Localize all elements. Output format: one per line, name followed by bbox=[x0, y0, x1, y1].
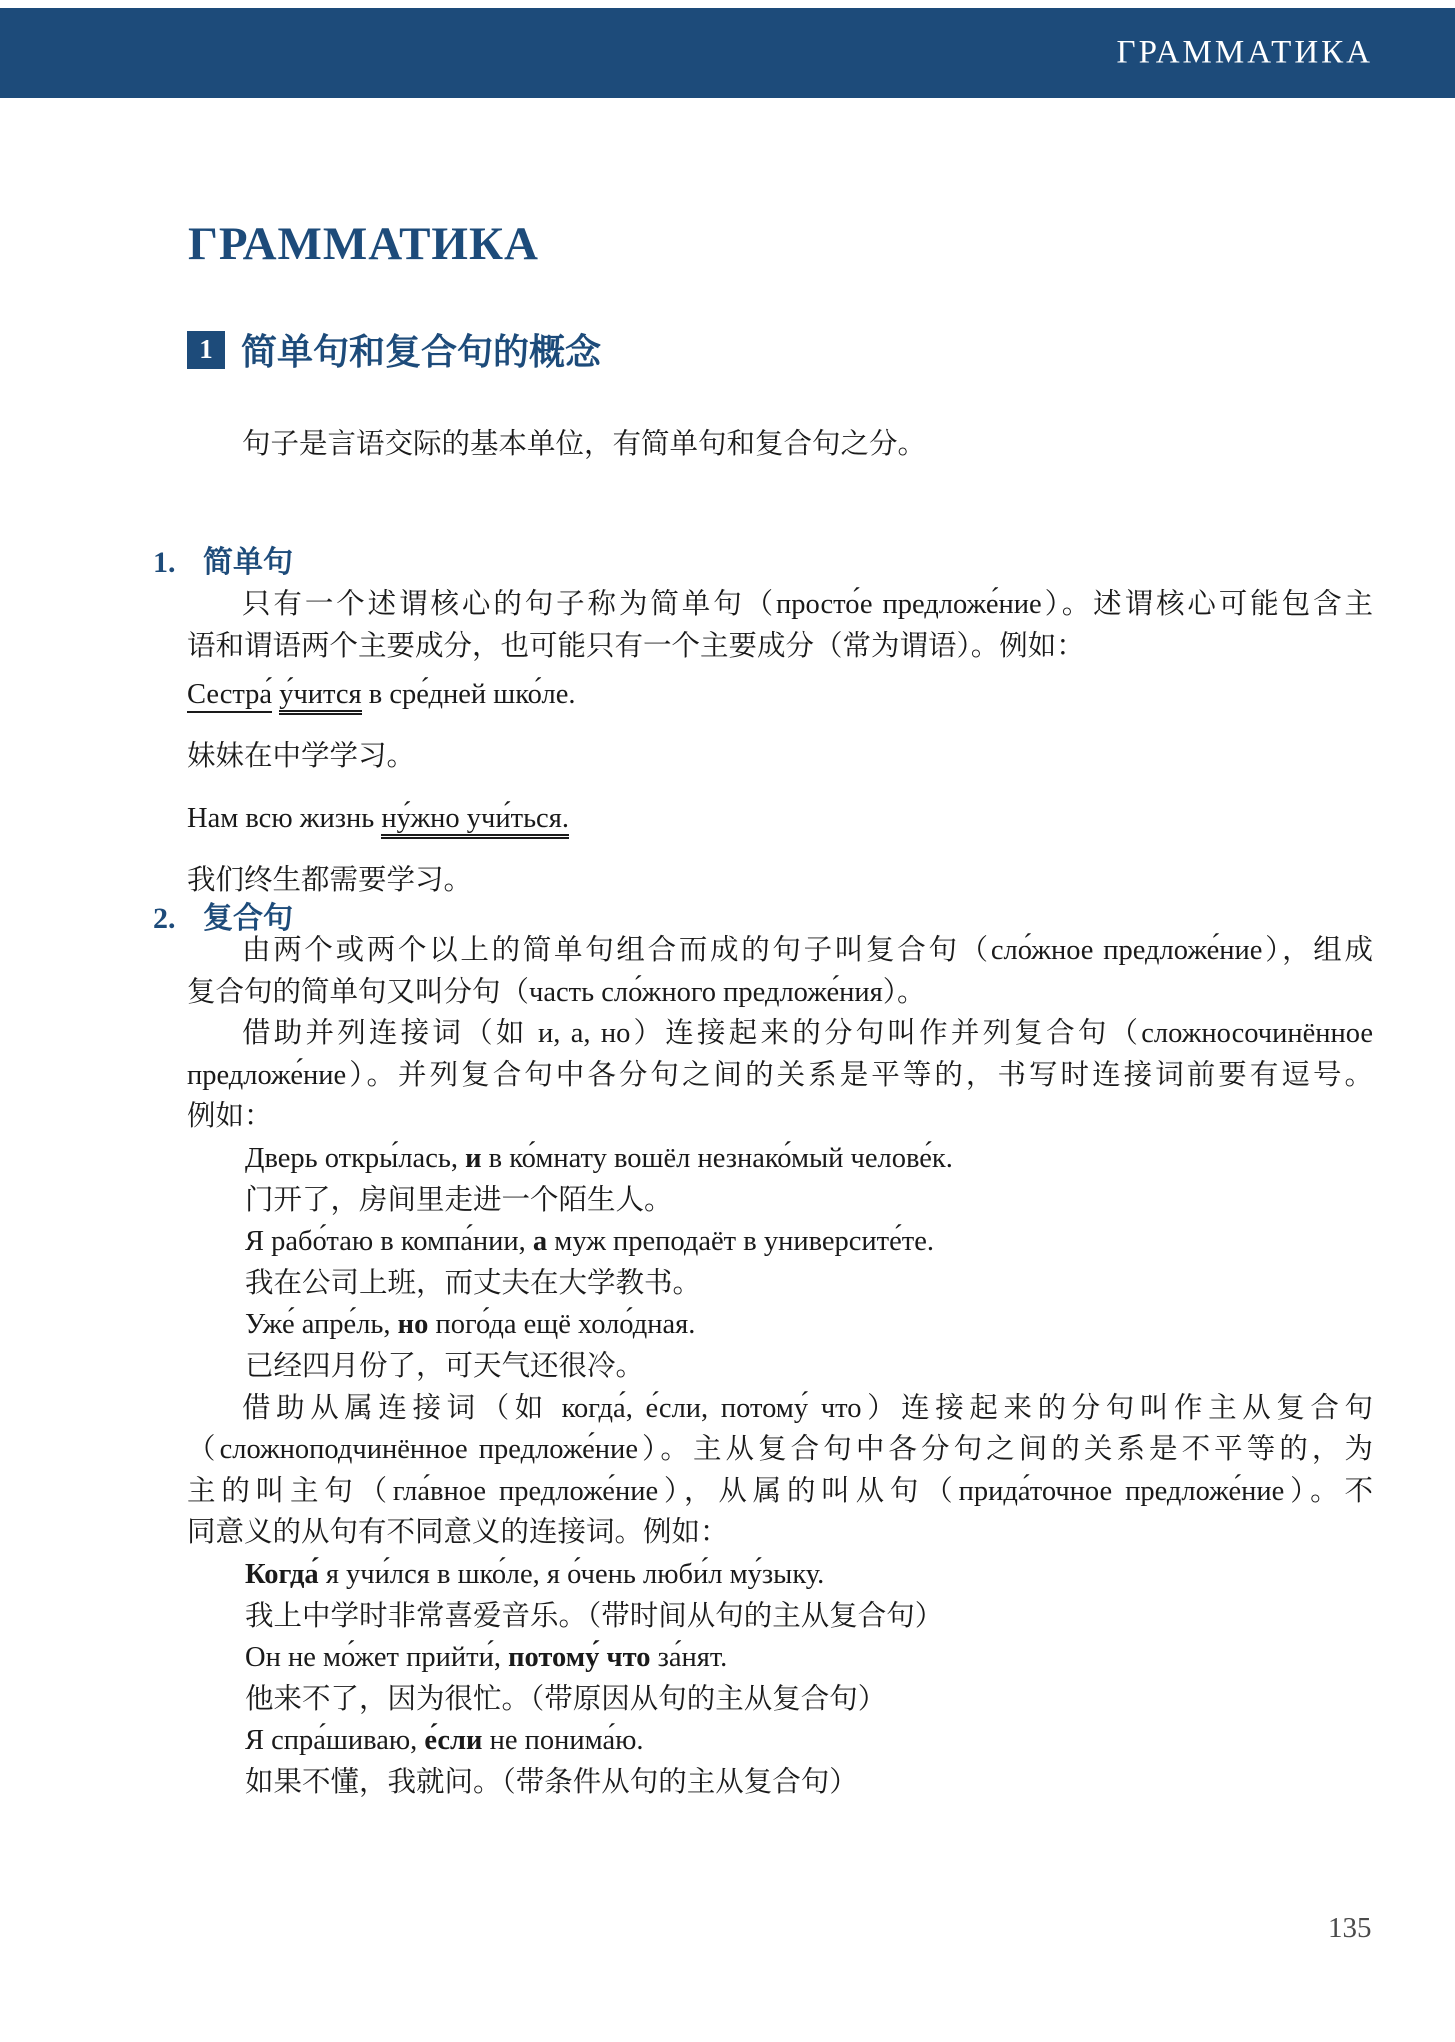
subsection-1-number: 1. bbox=[153, 546, 176, 579]
text-segment: 借助从属连接词（如 когда́, е́сли, потому́ что）连接起来的分句叫作主从复合句 bbox=[242, 1392, 1373, 1424]
text-line bbox=[187, 1429, 1373, 1471]
text-segment: 如果不懂，我就问。（带条件从句的主从复合句） bbox=[245, 1766, 858, 1798]
text-segment: （сложноподчинённое предложе́ние）。主从复合句中各分句之间的关系是不平等的，为 bbox=[187, 1434, 1373, 1466]
text-segment: 已经四月份了，可天气还很冷。 bbox=[245, 1350, 645, 1382]
text-segment: 语和谓语两个主要成分，也可能只有一个主要成分（常为谓语）。例如： bbox=[187, 631, 1085, 662]
text-segment: я учи́лся в шко́ле, я о́чень люби́л му́зыку. bbox=[318, 1558, 825, 1590]
underlined-text: у́чится bbox=[279, 679, 361, 715]
text-line bbox=[187, 1554, 1373, 1596]
text-line bbox=[187, 1637, 1373, 1679]
text-segment: 我们终生都需要学习。 bbox=[187, 865, 473, 896]
text-line bbox=[187, 850, 1373, 912]
section-title: 简单句和复合句的概念 bbox=[241, 332, 602, 372]
text-line bbox=[187, 1221, 1373, 1263]
underlined-text: Сестра́ bbox=[187, 679, 272, 713]
text-line bbox=[187, 664, 1373, 726]
text-segment: пого́да ещё холо́дная. bbox=[428, 1309, 696, 1341]
text-segment: не понима́ю. bbox=[482, 1725, 644, 1757]
text-segment: предложе́ние）。并列复合句中各分句之间的关系是平等的，书写时连接词前要有逗号。 bbox=[187, 1059, 1373, 1091]
subsection-2-title: 复合句 bbox=[203, 902, 293, 935]
text-line bbox=[187, 626, 1373, 668]
text-segment: 只有一个述谓核心的句子称为简单句（просто́е предложе́ние）。述谓核心可能包含主 bbox=[242, 589, 1373, 620]
text-line bbox=[187, 1304, 1373, 1346]
subsection-1-title: 简单句 bbox=[203, 546, 293, 579]
underlined-text: ну́жно учи́ться. bbox=[381, 803, 569, 839]
text-line bbox=[187, 1596, 1373, 1638]
text-line bbox=[187, 1055, 1373, 1097]
text-line bbox=[187, 584, 1373, 626]
text-segment: 门开了，房间里走进一个陌生人。 bbox=[245, 1184, 673, 1216]
text-segment: 主的叫主句（гла́вное предложе́ние），从属的叫从句（прида́точное предложе́ние）。不 bbox=[187, 1475, 1373, 1507]
subsection-1-heading bbox=[153, 537, 293, 581]
text-segment: 我在公司上班，而丈夫在大学教书。 bbox=[245, 1267, 702, 1299]
text-segment: 由两个或两个以上的简单句组合而成的句子叫复合句（сло́жное предложе́ние），组成 bbox=[242, 935, 1373, 966]
text-line bbox=[187, 1471, 1373, 1513]
text-segment: Он не мо́жет прийти́, bbox=[245, 1642, 509, 1674]
text-line bbox=[187, 1096, 1373, 1138]
text-line bbox=[187, 726, 1373, 788]
text-segment: 同意义的从句有不同意义的连接词。例如： bbox=[187, 1517, 729, 1549]
text-segment: муж преподаёт в университе́те. bbox=[547, 1226, 934, 1258]
intro-paragraph: 句子是言语交际的基本单位，有简单句和复合句之分。 bbox=[242, 429, 927, 460]
text-segment: 妹妹在中学学习。 bbox=[187, 741, 416, 772]
text-line bbox=[187, 788, 1373, 850]
bold-conjunction: потому́ что bbox=[508, 1642, 651, 1674]
subsection-2-body bbox=[187, 930, 1373, 1803]
text-line bbox=[187, 972, 1373, 1014]
section-number-badge: 1 bbox=[187, 331, 225, 369]
running-head: ГРАММАТИКА bbox=[1116, 34, 1373, 71]
text-line bbox=[187, 1263, 1373, 1305]
text-segment: за́нят. bbox=[650, 1642, 728, 1674]
text-segment: 借助并列连接词（如 и, а, но）连接起来的分句叫作并列复合句（сложносочинённое bbox=[242, 1018, 1373, 1050]
text-line bbox=[187, 1762, 1373, 1804]
text-segment: Нам всю жизнь bbox=[187, 803, 382, 834]
header-bar bbox=[0, 8, 1455, 98]
section-heading bbox=[187, 324, 601, 375]
subsection-1-examples bbox=[187, 664, 1373, 912]
text-line bbox=[187, 1180, 1373, 1222]
text-segment: Я рабо́таю в компа́нии, bbox=[245, 1226, 533, 1258]
text-line bbox=[187, 1013, 1373, 1055]
subsection-2-number: 2. bbox=[153, 902, 176, 935]
text-line bbox=[187, 1346, 1373, 1388]
text-line bbox=[187, 930, 1373, 972]
bold-conjunction: и bbox=[465, 1142, 482, 1174]
text-segment: 他来不了，因为很忙。（带原因从句的主从复合句） bbox=[245, 1683, 887, 1715]
text-line bbox=[187, 1679, 1373, 1721]
text-segment: в ко́мнату вошёл незнако́мый челове́к. bbox=[481, 1142, 953, 1174]
bold-conjunction: е́сли bbox=[424, 1725, 483, 1757]
bold-conjunction: а bbox=[532, 1226, 548, 1258]
text-segment: 例如： bbox=[187, 1101, 273, 1133]
text-segment: Я спра́шиваю, bbox=[245, 1725, 425, 1757]
text-segment: Уже́ апре́ль, bbox=[245, 1309, 398, 1341]
text-segment: 复合句的简单句又叫分句（часть сло́жного предложе́ния）。 bbox=[187, 976, 926, 1008]
bold-conjunction: но bbox=[397, 1309, 429, 1341]
text-segment: Дверь откры́лась, bbox=[245, 1142, 466, 1174]
text-line bbox=[187, 1512, 1373, 1554]
bold-conjunction: Когда́ bbox=[245, 1558, 319, 1590]
text-segment: 我上中学时非常喜爱音乐。（带时间从句的主从复合句） bbox=[245, 1600, 944, 1632]
page-number: 135 bbox=[1328, 1912, 1372, 1944]
page-title: ГРАММАТИКА bbox=[188, 218, 540, 270]
text-line bbox=[187, 1720, 1373, 1762]
text-segment: в сре́дней шко́ле. bbox=[361, 679, 576, 710]
text-line bbox=[187, 1388, 1373, 1430]
subsection-1-paragraph bbox=[187, 584, 1373, 668]
text-line bbox=[187, 1138, 1373, 1180]
